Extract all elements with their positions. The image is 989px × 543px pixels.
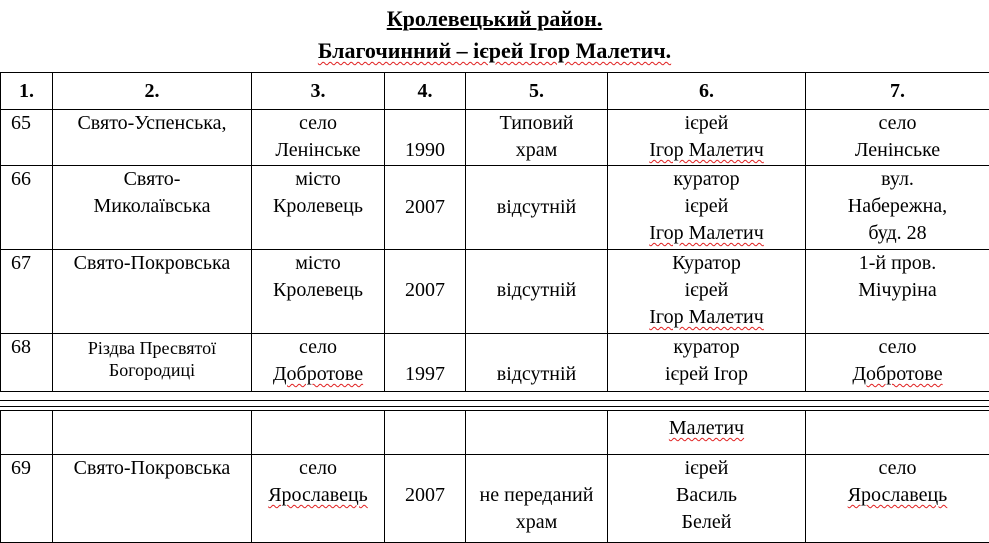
building: відсутній bbox=[466, 166, 608, 250]
year: 2007 bbox=[385, 166, 466, 250]
row-number: 67 bbox=[1, 250, 53, 334]
row-number: 69 bbox=[1, 455, 53, 543]
settlement: місто Кролевець bbox=[252, 166, 385, 250]
church-name: Свято- Миколаївська bbox=[53, 166, 252, 250]
priest: ієрей Василь Белей bbox=[608, 455, 806, 543]
col-header: 7. bbox=[806, 73, 989, 110]
address bbox=[806, 411, 989, 455]
priest: ієрей Ігор Малетич bbox=[608, 110, 806, 166]
priest: куратор ієрей Ігор bbox=[608, 334, 806, 392]
building: Типовий храм bbox=[466, 110, 608, 166]
building bbox=[466, 411, 608, 455]
priest: Куратор ієрей Ігор Малетич bbox=[608, 250, 806, 334]
address: село Ленінське bbox=[806, 110, 989, 166]
col-header: 3. bbox=[252, 73, 385, 110]
priest: Малетич bbox=[608, 411, 806, 455]
table-row bbox=[1, 411, 989, 455]
table-row bbox=[1, 455, 989, 543]
table-row bbox=[1, 166, 989, 250]
year: 2007 bbox=[385, 455, 466, 543]
col-header: 6. bbox=[608, 73, 806, 110]
col-header: 5. bbox=[466, 73, 608, 110]
church-name: Різдва Пресвятої Богородиці bbox=[53, 334, 252, 392]
year: 2007 bbox=[385, 250, 466, 334]
row-number: 68 bbox=[1, 334, 53, 392]
col-header: 4. bbox=[385, 73, 466, 110]
settlement: місто Кролевець bbox=[252, 250, 385, 334]
row-number: 66 bbox=[1, 166, 53, 250]
page-break bbox=[0, 400, 989, 407]
settlement: село Добротове bbox=[252, 334, 385, 392]
church-name: Свято-Покровська bbox=[53, 250, 252, 334]
building: відсутній bbox=[466, 334, 608, 392]
table-row bbox=[1, 250, 989, 334]
dean-title: Благочинний – ієрей Ігор Малетич. bbox=[317, 38, 672, 63]
table-row bbox=[1, 110, 989, 166]
parish-table bbox=[0, 72, 989, 392]
col-header: 1. bbox=[1, 73, 53, 110]
row-number bbox=[1, 411, 53, 455]
address: 1-й пров. Мічуріна bbox=[806, 250, 989, 334]
settlement bbox=[252, 411, 385, 455]
address: вул. Набережна, буд. 28 bbox=[806, 166, 989, 250]
priest: куратор ієрей Ігор Малетич bbox=[608, 166, 806, 250]
church-name bbox=[53, 411, 252, 455]
church-name: Свято-Успенська, bbox=[53, 110, 252, 166]
year: 1997 bbox=[385, 334, 466, 392]
church-name: Свято-Покровська bbox=[53, 455, 252, 543]
year bbox=[385, 411, 466, 455]
building: не переданий храм bbox=[466, 455, 608, 543]
settlement: село Ярославець bbox=[252, 455, 385, 543]
address: село Добротове bbox=[806, 334, 989, 392]
settlement: село Ленінське bbox=[252, 110, 385, 166]
parish-table-continued bbox=[0, 410, 989, 543]
building: відсутній bbox=[466, 250, 608, 334]
district-title: Кролевецький район. bbox=[386, 6, 603, 31]
address: село Ярославець bbox=[806, 455, 989, 543]
table-header-row bbox=[1, 73, 989, 110]
year: 1990 bbox=[385, 110, 466, 166]
col-header: 2. bbox=[53, 73, 252, 110]
table-row bbox=[1, 334, 989, 392]
row-number: 65 bbox=[1, 110, 53, 166]
